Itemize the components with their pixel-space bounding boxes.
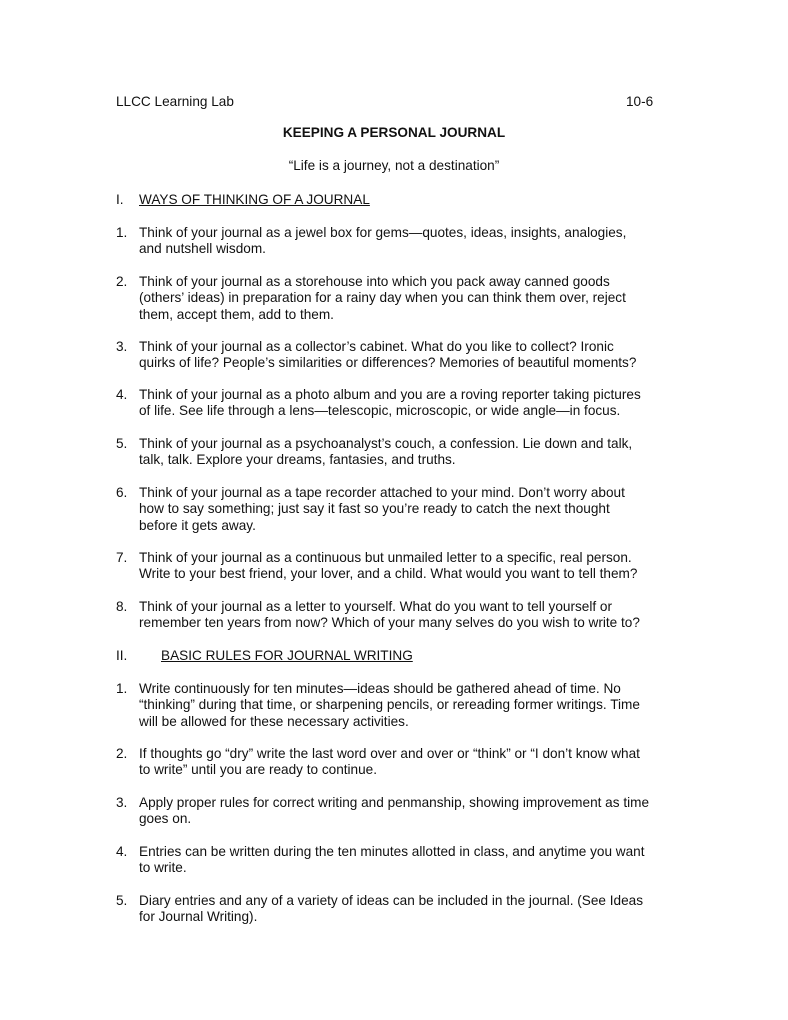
item-text <box>139 599 679 632</box>
item-line: Write continuously for ten minutes—ideas should be gathered ahead of time. No <box>139 681 621 696</box>
epigraph-quote: “Life is a journey, not a destination” <box>288 158 500 173</box>
item-line: Think of your journal as a psychoanalyst’s couch, a confession. Lie down and talk, <box>139 436 633 451</box>
item-line: remember ten years from now? Which of your many selves do you wish to write to? <box>139 615 640 631</box>
item-text <box>139 274 679 323</box>
item-number: 3. <box>116 795 128 810</box>
item-text <box>139 436 679 469</box>
item-line: Think of your journal as a jewel box for gems—quotes, ideas, insights, analogies, <box>139 225 627 240</box>
item-number: 5. <box>116 893 128 908</box>
item-number: 6. <box>116 485 128 500</box>
item-line: Apply proper rules for correct writing and penmanship, showing improvement as time <box>139 795 649 810</box>
item-line: quirks of life? People’s similarities or differences? Memories of beautiful moments? <box>139 355 637 371</box>
item-text <box>139 550 679 583</box>
item-line: Diary entries and any of a variety of ideas can be included in the journal. (See Ideas <box>139 893 644 908</box>
item-text <box>139 795 679 828</box>
item-line: to write. <box>139 860 187 876</box>
item-number: 3. <box>116 339 128 354</box>
item-line: Write to your best friend, your lover, and a child. What would you want to tell them? <box>139 566 638 582</box>
header-page-code: 10-6 <box>626 94 654 109</box>
item-number: 8. <box>116 599 128 614</box>
item-line: Think of your journal as a storehouse into which you pack away canned goods <box>139 274 610 289</box>
item-line: Entries can be written during the ten minutes allotted in class, and anytime you want <box>139 844 645 859</box>
item-line: Think of your journal as a continuous but unmailed letter to a specific, real person. <box>139 550 632 565</box>
item-text <box>139 681 679 730</box>
item-number: 2. <box>116 274 128 289</box>
item-text <box>139 339 679 372</box>
item-text <box>139 844 679 877</box>
item-line: how to say something; just say it fast so you’re ready to catch the next thought <box>139 501 610 517</box>
item-line: Think of your journal as a letter to yourself. What do you want to tell yourself or <box>139 599 612 614</box>
document-title: KEEPING A PERSONAL JOURNAL <box>282 125 506 140</box>
item-number: 4. <box>116 387 128 402</box>
item-text <box>139 225 679 258</box>
item-line: them, accept them, add to them. <box>139 306 334 322</box>
item-line: will be allowed for these necessary activities. <box>139 713 409 729</box>
item-line: “thinking” during that time, or sharpening pencils, or rereading former writings. Time <box>139 697 640 713</box>
item-line: Think of your journal as a tape recorder attached to your mind. Don’t worry about <box>139 485 625 500</box>
item-line: and nutshell wisdom. <box>139 241 266 257</box>
item-text <box>139 893 679 926</box>
item-line: (others’ ideas) in preparation for a rainy day when you can think them over, reject <box>139 290 626 306</box>
item-line: Think of your journal as a collector’s cabinet. What do you like to collect? Ironic <box>139 339 614 354</box>
item-number: 2. <box>116 746 128 761</box>
item-line: of life. See life through a lens—telescopic, microscopic, or wide angle—in focus. <box>139 403 621 419</box>
section-title: BASIC RULES FOR JOURNAL WRITING <box>161 648 413 663</box>
item-line: talk, talk. Explore your dreams, fantasies, and truths. <box>139 452 456 468</box>
item-line: to write” until you are ready to continue. <box>139 762 378 778</box>
section-number: I. <box>116 192 124 207</box>
item-line: Think of your journal as a photo album and you are a roving reporter taking pictures <box>139 387 641 402</box>
item-number: 1. <box>116 681 128 696</box>
item-number: 4. <box>116 844 128 859</box>
item-line: before it gets away. <box>139 517 256 533</box>
item-line: goes on. <box>139 811 192 827</box>
header-org-name: LLCC Learning Lab <box>116 94 234 109</box>
section-number: II. <box>116 648 128 663</box>
item-text <box>139 387 679 420</box>
item-line: for Journal Writing). <box>139 909 258 925</box>
item-number: 1. <box>116 225 128 240</box>
item-number: 5. <box>116 436 128 451</box>
item-text <box>139 746 679 779</box>
item-line: If thoughts go “dry” write the last word over and over or “think” or “I don’t know what <box>139 746 640 761</box>
item-number: 7. <box>116 550 128 565</box>
item-text <box>139 485 679 534</box>
section-title: WAYS OF THINKING OF A JOURNAL <box>139 192 370 207</box>
